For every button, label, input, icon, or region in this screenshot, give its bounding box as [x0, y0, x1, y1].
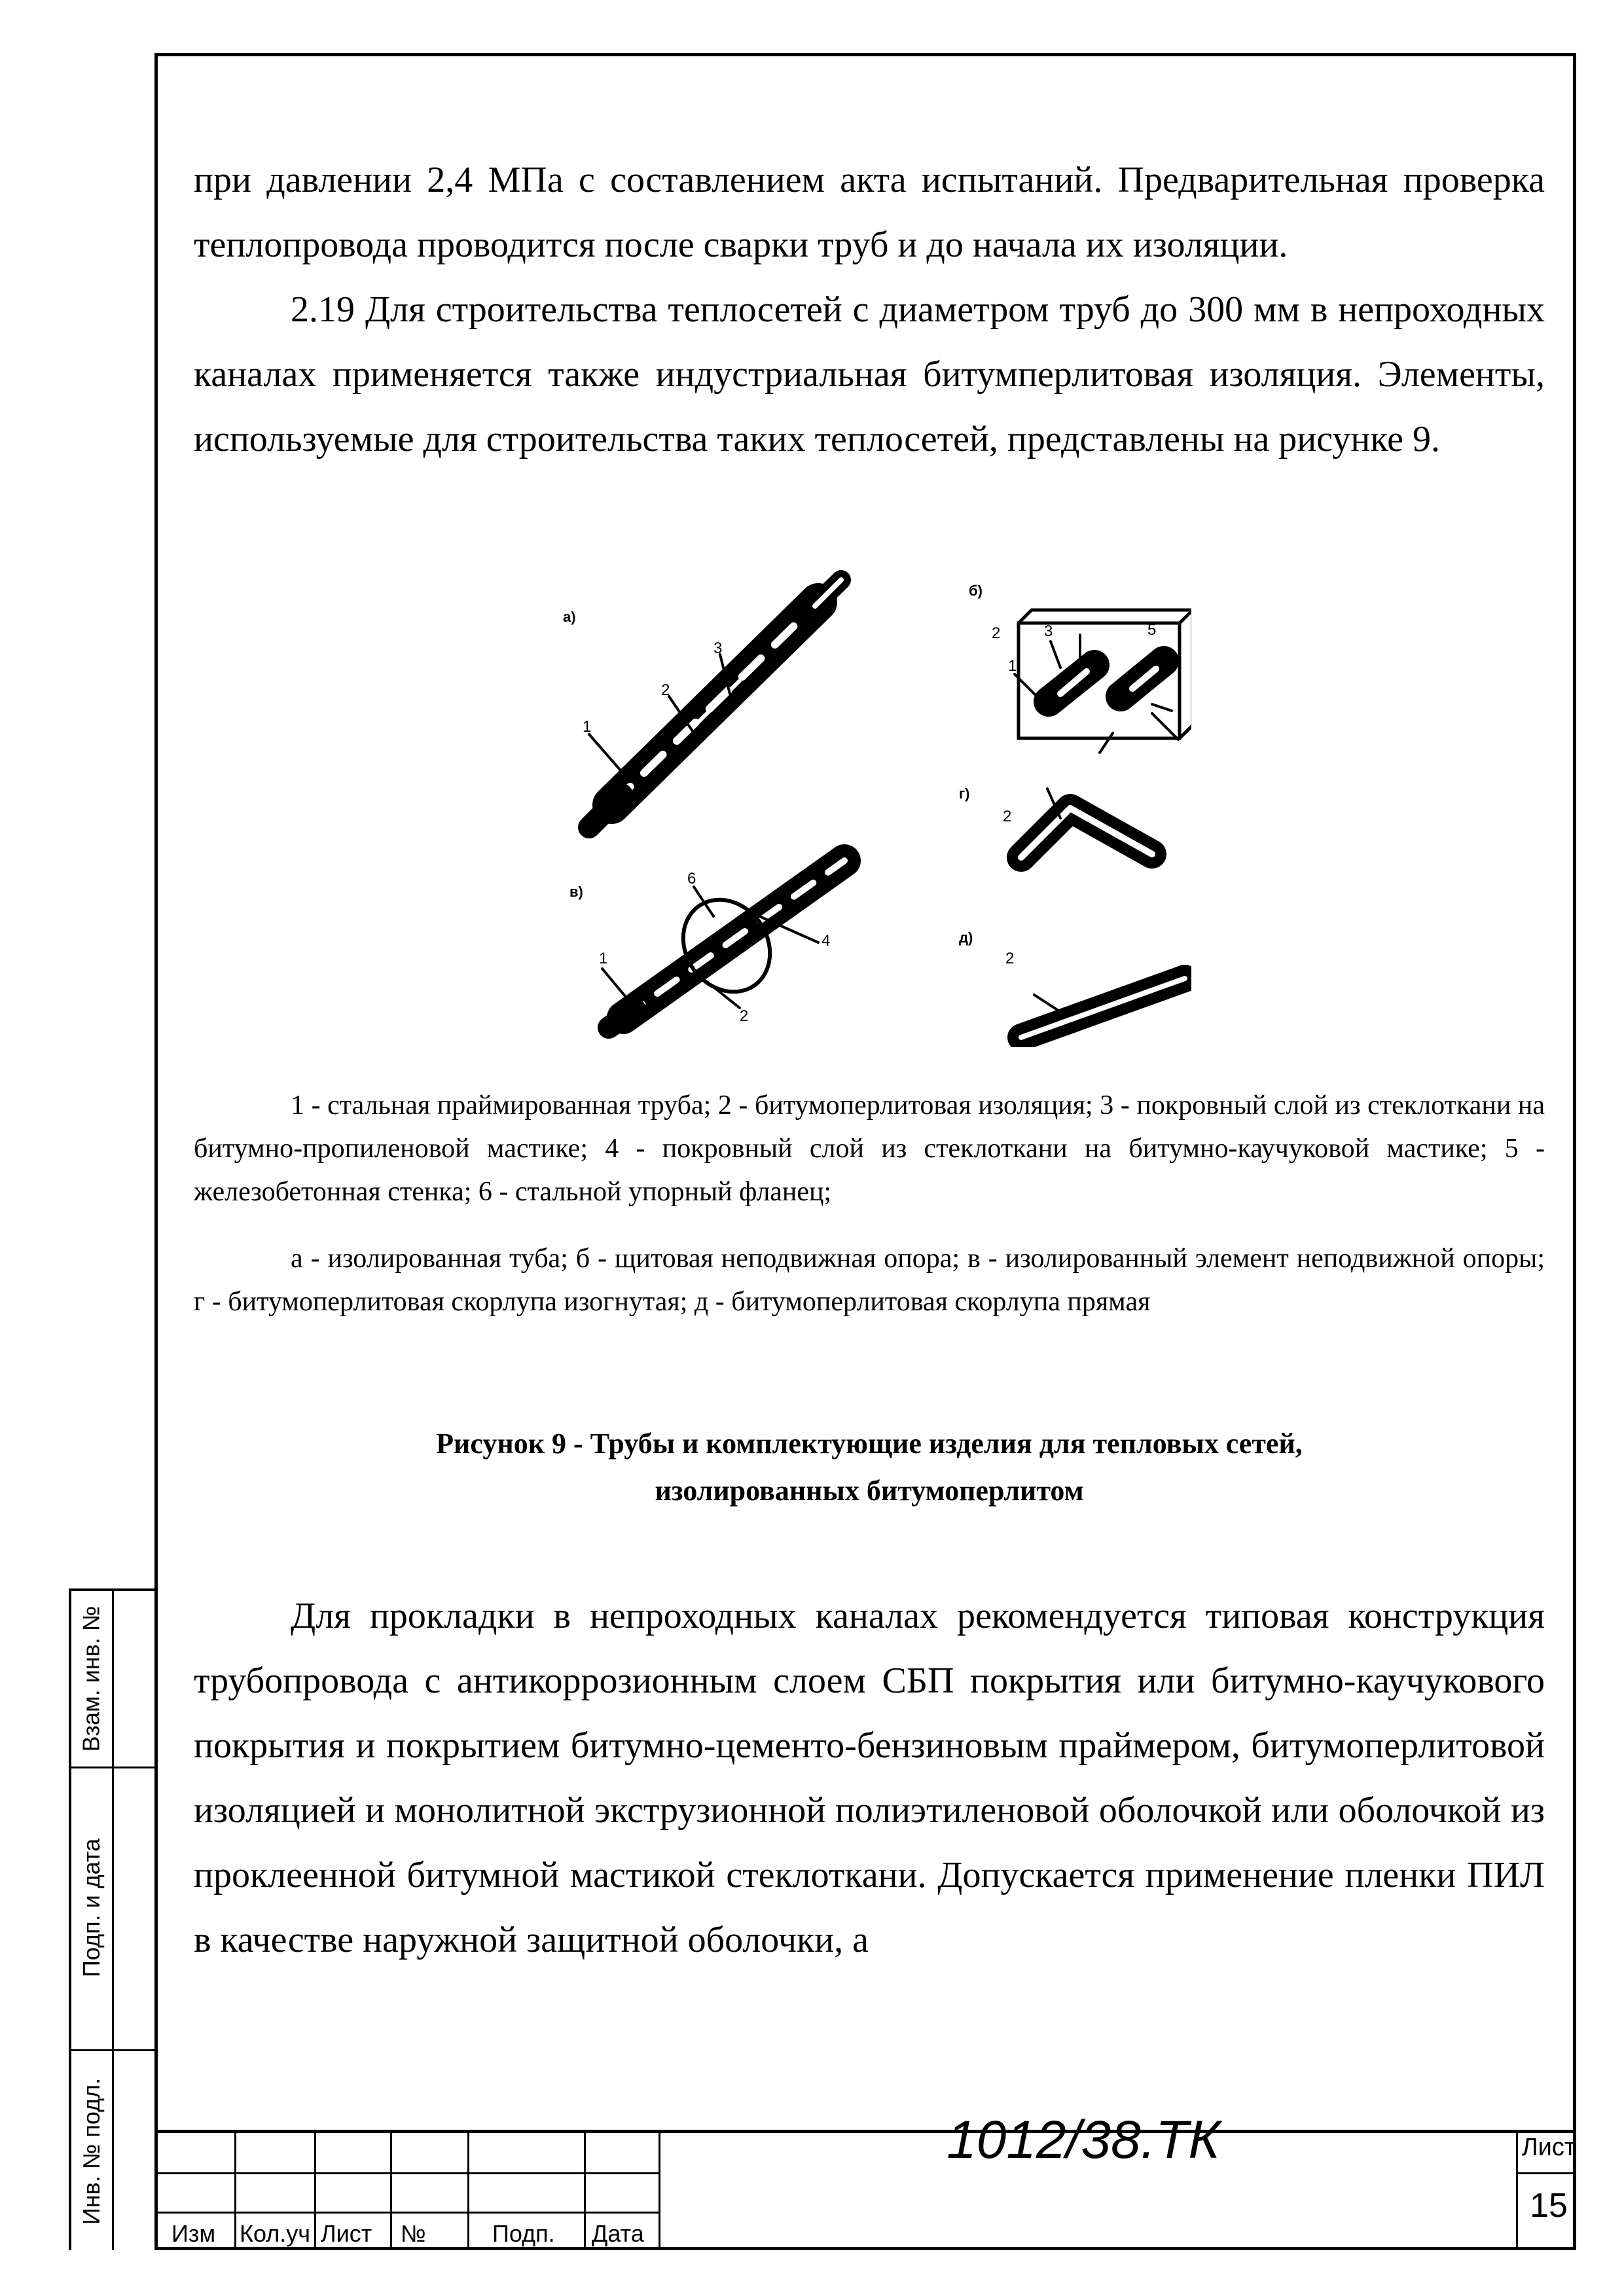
title-block-rule [1516, 2172, 1576, 2174]
col-header-number: № [401, 2220, 426, 2247]
col-header-kol-uch: Кол.уч [240, 2220, 310, 2247]
body-paragraph: Для прокладки в непроходных каналах рекомендуется типовая конструкция трубопровода с антикоррозионным слоем СБП покрытия или битумно-каучукового покрытия и покрытием битумно-цементо-бензиновым праймером, битумоперлитовой изоляцией и монолитной экструзионной полиэтиленовой оболочкой или оболочкой из проклеенной битумной мастикой стеклоткани. Допускается применение пленки ПИЛ в качестве наружной защитной оболочки, а [194, 1596, 1545, 1960]
callout-1: 1 [599, 950, 608, 967]
panel-b-panel-support [1015, 610, 1191, 753]
title-block-col-divider [390, 2133, 392, 2250]
title-block-rule [154, 2212, 659, 2214]
side-stamp-cell [71, 1591, 112, 1767]
callout-4: 4 [821, 932, 831, 950]
panel-v-fixed-support-element [602, 861, 844, 1028]
callout-2: 2 [661, 681, 670, 699]
side-label-signature-date: Подп. и дата [78, 1838, 105, 1978]
col-header-signature: Подп. [492, 2220, 555, 2247]
panel-g-bent-shell [1021, 789, 1152, 857]
callout-1: 1 [583, 718, 592, 736]
side-label-replacement-inv: Взам. инв. № [78, 1605, 105, 1752]
panel-a-insulated-pipe [589, 580, 841, 827]
callout-3: 3 [713, 639, 723, 657]
col-header-izm: Изм [171, 2220, 216, 2247]
panel-label-b: б) [969, 583, 983, 599]
panel-label-a: а) [563, 609, 576, 625]
callout-6: 6 [687, 870, 696, 888]
col-header-date: Дата [592, 2220, 644, 2247]
side-stamp-cell [71, 2049, 112, 2253]
callout-1: 1 [1008, 657, 1017, 675]
figure-illustration [563, 550, 1191, 1047]
side-stamp-cell [71, 1767, 112, 2049]
side-stamp-divider [112, 1591, 114, 2250]
callout-3: 3 [1044, 622, 1053, 640]
title-block-col-divider [467, 2133, 469, 2250]
title-block-col-divider [1516, 2133, 1518, 2250]
panel-d-straight-shell [1021, 978, 1185, 1037]
panel-label-v: в) [569, 884, 583, 900]
document-code: 1012/38.ТК [947, 2110, 1220, 2170]
sheet-number: 15 [1530, 2187, 1568, 2225]
callout-5: 5 [1147, 621, 1157, 639]
title-block-col-divider [234, 2133, 236, 2250]
figure-title-line-2: изолированных битумоперлитом [655, 1475, 1084, 1507]
title-block-rule [154, 2172, 659, 2174]
body-paragraph: 2.19 Для строительства теплосетей с диаметром труб до 300 мм в непроходных каналах применяется также индустриальная битумперлитовая изоляция. Элементы, используемые для строительства таких теплосетей, представлены на рисунке 9. [194, 289, 1545, 459]
body-paragraph: при давлении 2,4 МПа с составлением акта испытаний. Предварительная проверка теплопровода проводится после сварки труб и до начала их изоляции. [194, 160, 1545, 265]
panel-label-g: г) [959, 785, 970, 802]
callout-2: 2 [740, 1007, 749, 1025]
title-block-col-divider [584, 2133, 586, 2250]
title-block-col-divider [659, 2133, 660, 2250]
figure-drawing [563, 550, 1191, 1047]
title-block-col-divider [314, 2133, 316, 2250]
figure-legend-numbers: 1 - стальная праймированная труба; 2 - битумоперлитовая изоляция; 3 - покровный слой из стеклоткани на битумно-пропиленовой мастике; 4 - покровный слой из стеклоткани на битумно-каучуковой мастике; 5 - железобетонная стенка; 6 - стальной упорный фланец; [194, 1090, 1545, 1207]
side-stamp [69, 1588, 154, 2250]
callout-2: 2 [1003, 808, 1012, 825]
col-header-list: Лист [321, 2220, 372, 2247]
callout-2: 2 [992, 624, 1001, 642]
side-label-original-inv: Инв. № подл. [78, 2077, 105, 2225]
sheet-label: Лист [1521, 2134, 1576, 2161]
figure-title-line-1: Рисунок 9 - Трубы и комплектующие изделия для тепловых сетей, [436, 1427, 1303, 1460]
callout-2: 2 [1005, 950, 1015, 967]
panel-label-d: д) [959, 929, 973, 946]
figure-legend-letters: а - изолированная туба; б - щитовая неподвижная опора; в - изолированный элемент неподвижной опоры; г - битумоперлитовая скорлупа изогнутая; д - битумоперлитовая скорлупа прямая [194, 1244, 1545, 1317]
